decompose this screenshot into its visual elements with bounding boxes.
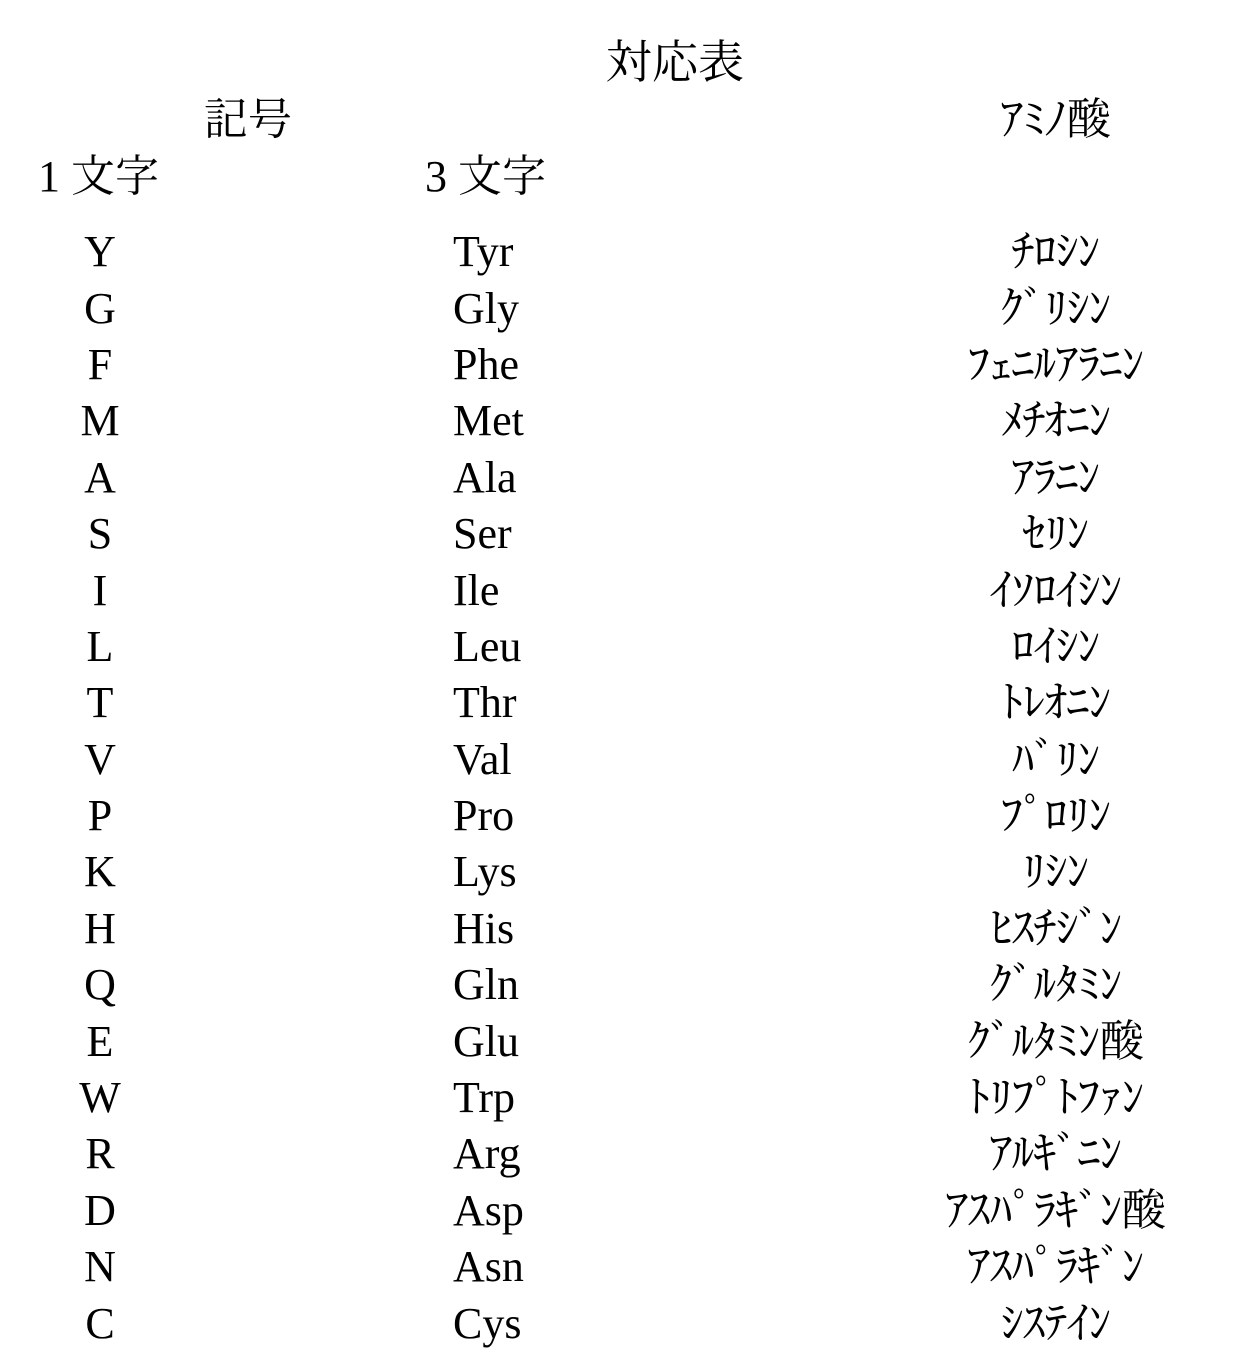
three-letter-code: Lys	[453, 847, 517, 897]
three-letter-code: Ile	[453, 565, 500, 615]
amino-acid-name: ｾﾘﾝ	[1023, 509, 1089, 559]
table-row	[0, 450, 1249, 506]
table-row	[0, 1295, 1249, 1351]
table-row	[0, 788, 1249, 844]
amino-acid-name: ｸﾞﾘｼﾝ	[1001, 283, 1111, 333]
amino-acid-name: ﾌﾟﾛﾘﾝ	[1001, 791, 1111, 841]
table-row	[0, 393, 1249, 449]
one-letter-code: H	[84, 903, 116, 953]
table-row	[0, 224, 1249, 280]
amino-acid-name: ｱｽﾊﾟﾗｷﾞﾝ酸	[946, 1185, 1166, 1235]
amino-acid-name: ﾋｽﾁｼﾞﾝ	[990, 903, 1122, 953]
amino-acid-name: ﾌｪﾆﾙｱﾗﾆﾝ	[968, 339, 1144, 389]
table-row	[0, 562, 1249, 618]
amino-acid-name: ｼｽﾃｲﾝ	[1001, 1298, 1111, 1348]
three-letter-code: Asp	[453, 1185, 524, 1235]
one-letter-code: T	[86, 678, 114, 728]
one-letter-code: L	[86, 621, 114, 671]
column-header-three-letter: 3 文字	[425, 152, 546, 201]
three-letter-code: Tyr	[453, 227, 514, 277]
three-letter-code: Leu	[453, 621, 522, 671]
one-letter-code: D	[84, 1185, 116, 1235]
page-title: 対応表	[606, 37, 744, 88]
amino-acid-name: ｸﾞﾙﾀﾐﾝ	[990, 960, 1122, 1010]
amino-acid-name: ｱｽﾊﾟﾗｷﾞﾝ	[968, 1242, 1144, 1292]
three-letter-code: Gly	[453, 283, 519, 333]
table-row	[0, 337, 1249, 393]
column-header-one-letter: 1 文字	[38, 152, 159, 201]
three-letter-code: His	[453, 903, 515, 953]
three-letter-code: Pro	[453, 791, 515, 841]
three-letter-code: Trp	[453, 1073, 515, 1123]
three-letter-code: Asn	[453, 1242, 524, 1292]
amino-acid-name: ﾁﾛｼﾝ	[1012, 227, 1100, 277]
amino-acid-name: ｸﾞﾙﾀﾐﾝ酸	[968, 1016, 1144, 1066]
one-letter-code: R	[85, 1129, 115, 1179]
one-letter-code: G	[84, 283, 116, 333]
three-letter-code: Arg	[453, 1129, 521, 1179]
table-row	[0, 1070, 1249, 1126]
amino-acid-name: ﾄﾘﾌﾟﾄﾌｧﾝ	[968, 1073, 1144, 1123]
three-letter-code: Val	[453, 734, 512, 784]
one-letter-code: S	[87, 509, 113, 559]
column-header-amino-acid: ｱﾐﾉ酸	[1001, 95, 1111, 144]
one-letter-code: F	[87, 339, 113, 389]
one-letter-code: A	[84, 452, 116, 502]
table-row	[0, 901, 1249, 957]
table-row	[0, 280, 1249, 336]
three-letter-code: Met	[453, 396, 524, 446]
amino-acid-name: ﾊﾞﾘﾝ	[1012, 734, 1100, 784]
amino-acid-name: ｱﾙｷﾞﾆﾝ	[990, 1129, 1122, 1179]
table-row	[0, 675, 1249, 731]
one-letter-code: I	[92, 565, 108, 615]
table-row	[0, 957, 1249, 1013]
table-row	[0, 619, 1249, 675]
one-letter-code: P	[87, 791, 113, 841]
one-letter-code: V	[84, 734, 116, 784]
three-letter-code: Glu	[453, 1016, 519, 1066]
one-letter-code: M	[80, 396, 120, 446]
three-letter-code: Thr	[453, 678, 517, 728]
table-row	[0, 844, 1249, 900]
three-letter-code: Cys	[453, 1298, 522, 1348]
one-letter-code: Y	[84, 227, 116, 277]
amino-acid-name: ﾄﾚｵﾆﾝ	[1001, 678, 1111, 728]
three-letter-code: Ala	[453, 452, 517, 502]
table-row	[0, 1126, 1249, 1182]
table-row	[0, 1013, 1249, 1069]
amino-acid-name: ﾒﾁｵﾆﾝ	[1001, 396, 1111, 446]
three-letter-code: Ser	[453, 509, 512, 559]
table-row	[0, 1183, 1249, 1239]
table-row	[0, 1239, 1249, 1295]
table-body	[0, 224, 1249, 1352]
three-letter-code: Phe	[453, 339, 519, 389]
three-letter-code: Gln	[453, 960, 519, 1010]
one-letter-code: Q	[84, 960, 116, 1010]
one-letter-code: K	[84, 847, 116, 897]
one-letter-code: W	[79, 1073, 121, 1123]
amino-acid-name: ｲｿﾛｲｼﾝ	[990, 565, 1122, 615]
amino-acid-name: ﾛｲｼﾝ	[1012, 621, 1100, 671]
table-row	[0, 732, 1249, 788]
column-group-header-symbol: 記号	[204, 95, 292, 144]
one-letter-code: C	[85, 1298, 115, 1348]
amino-acid-name: ｱﾗﾆﾝ	[1012, 452, 1100, 502]
one-letter-code: N	[84, 1242, 116, 1292]
amino-acid-name: ﾘｼﾝ	[1023, 847, 1089, 897]
table-row	[0, 506, 1249, 562]
one-letter-code: E	[86, 1016, 114, 1066]
